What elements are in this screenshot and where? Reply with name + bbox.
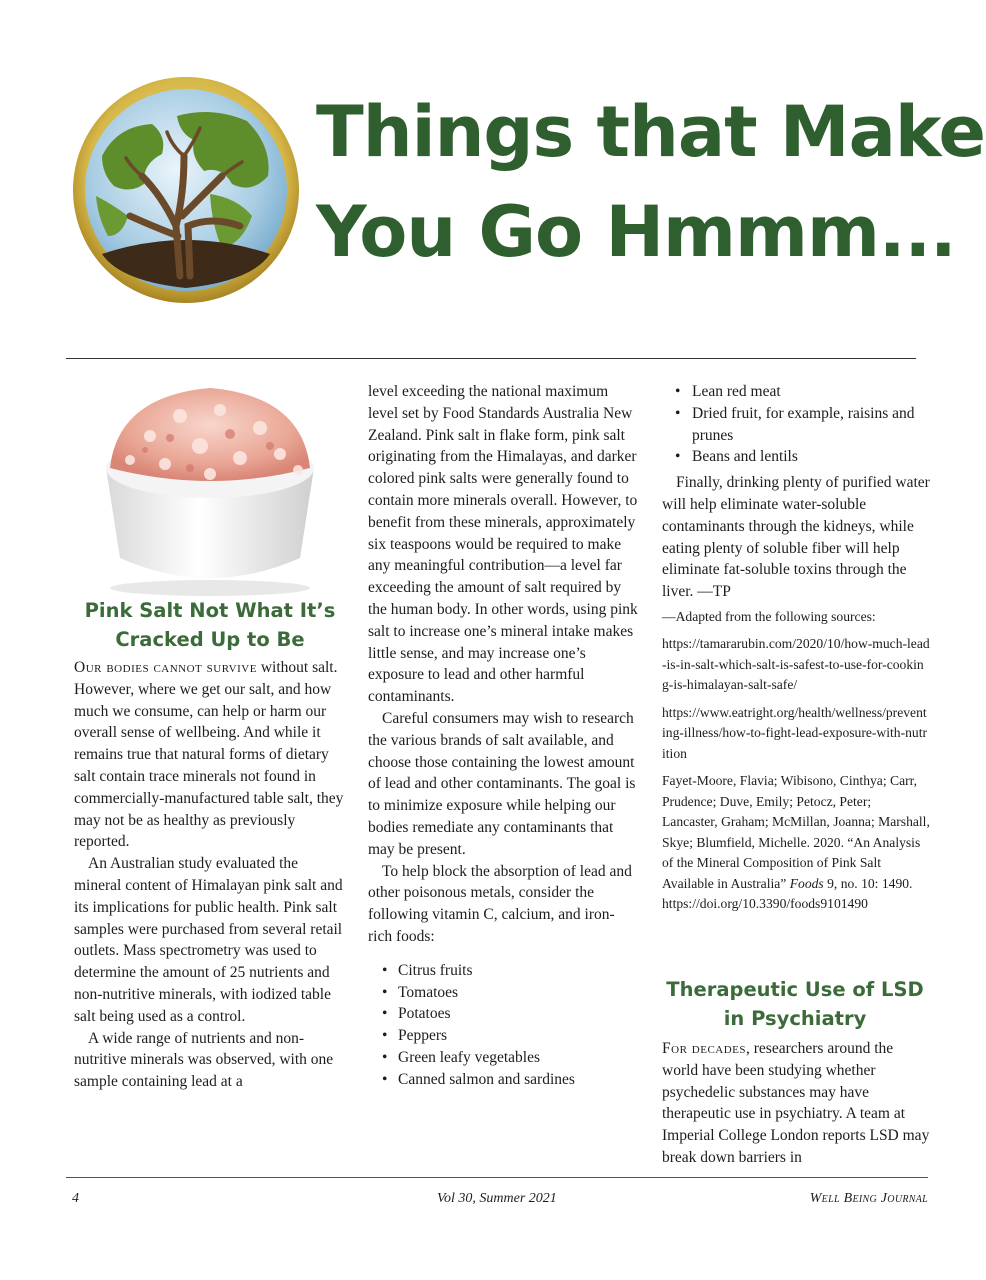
source-citation [662,771,930,915]
lsd-article-body [662,1038,930,1169]
paragraph: level exceeding the national maximum level set by Food Standards Australia New Zealand. Pink salt in flake form, pink salt originating from the Himalayas, and darker colored pink salts were generally found to contain more minerals overall. However, to benefit from these minerals, approximately six teaspoons would be required to make any meaningful contribution—a level far exceeding the amount of salt required by the human body. In other words, using pink salt to increase one’s mineral intake makes little sense, and may increase one’s exposure to lead and other harmful contaminants. [368,383,638,706]
pink-salt-bowl-image [70,376,345,598]
paragraph [74,657,344,853]
list-item: • Beans and lentils [662,446,930,468]
sources-intro: —Adapted from the following sources: [662,608,876,624]
top-divider [66,358,916,359]
paragraph: A wide range of nutrients and non-nutritive minerals was observed, with one sample containing lead at a [74,1029,334,1091]
bottom-divider [66,1177,928,1178]
list-item: • Canned salmon and sardines [368,1069,638,1091]
heading-line-1: Therapeutic Use of LSD [666,978,924,1001]
heading-line-2: Cracked Up to Be [115,628,305,651]
source-link[interactable]: https://tamararubin.com/2020/10/how-much-lead-is-in-salt-which-salt-is-safest-to-use-for-cooking-is-himalayan-salt-safe/ [662,636,930,693]
heading-line-1: Pink Salt Not What It’s [84,599,336,622]
lead-in: For decades [662,1040,747,1057]
column-2 [368,381,638,1091]
publication-name: Well Being Journal [809,1191,928,1206]
column-3 [662,381,930,915]
list-item: • Tomatoes [368,982,638,1004]
paragraph [662,1038,930,1169]
title-line-1: Things that Make [316,91,985,173]
citation-text: Fayet-Moore, Flavia; Wibisono, Cinthya; Carr, Prudence; Duve, Emily; Petocz, Peter; Lancaster, Graham; McMillan, Joanna; Marshall, Skye; Blumfield, Michelle. 2020. “An Analysis of the Mineral Composition of Pink Salt Available in Australia” [662,773,930,891]
citation-text: 9, no. 10: 1490. https://doi.org/10.3390/foods9101490 [662,875,913,912]
paragraph-text: without salt. However, where we get our salt, and how much we consume, can help or harm our overall sense of wellbeing. And while it remains true that natural forms of dietary salt contain trace minerals not found in commercially-manufactured table salt, they may not be as healthy as previously reported. [74,659,344,851]
issue-label: Vol 30, Summer 2021 [437,1191,557,1206]
title-line-2: You Go Hmmm... [316,191,956,273]
heading-line-2: in Psychiatry [723,1007,867,1030]
food-list [368,960,638,1091]
paragraph: Careful consumers may wish to research the various brands of salt available, and choose those containing the lowest amount of lead and other contaminants. The goal is to minimize exposure while helping our bodies remediate any contaminants that may be present. [368,709,636,858]
page-number: 4 [72,1191,79,1206]
paragraph-text: , researchers around the world have been studying whether psychedelic substances may have therapeutic use in psychiatry. A team at Imperial College London reports LSD may break down barriers in [662,1040,930,1166]
page-title [316,82,985,282]
source-link[interactable]: https://www.eatright.org/health/wellness/preventing-illness/how-to-fight-lead-exposure-with-nutrition [662,704,928,761]
column-1 [74,657,344,1093]
closing-paragraph: Finally, drinking plenty of purified water will help eliminate water-soluble contaminants through the kidneys, while eating plenty of soluble fiber will help eliminate fat-soluble toxins through the liver. —TP [662,474,930,601]
list-item: • Peppers [368,1025,638,1047]
lead-in: Our bodies cannot survive [74,659,257,676]
list-item: • Dried fruit, for example, raisins and prunes [662,403,930,447]
list-item: • Green leafy vegetables [368,1047,638,1069]
globe-tree-icon [72,76,300,304]
paragraph: An Australian study evaluated the mineral content of Himalayan pink salt and its implications for public health. Pink salt samples were purchased from several retail outlets. Mass spectrometry was used to determine the amount of 25 nutrients and non-nutritive minerals, with iodized table salt being used as a control. [74,855,343,1025]
list-item: • Lean red meat [662,381,930,403]
food-list-continued [662,381,930,468]
list-item: • Potatoes [368,1003,638,1025]
article-heading-pink-salt [70,596,350,654]
journal-name: Foods [789,875,824,891]
paragraph: To help block the absorption of lead and other poisonous metals, consider the following vitamin C, calcium, and iron-rich foods: [368,862,632,945]
article-heading-lsd [655,975,935,1033]
list-item: • Citrus fruits [368,960,638,982]
